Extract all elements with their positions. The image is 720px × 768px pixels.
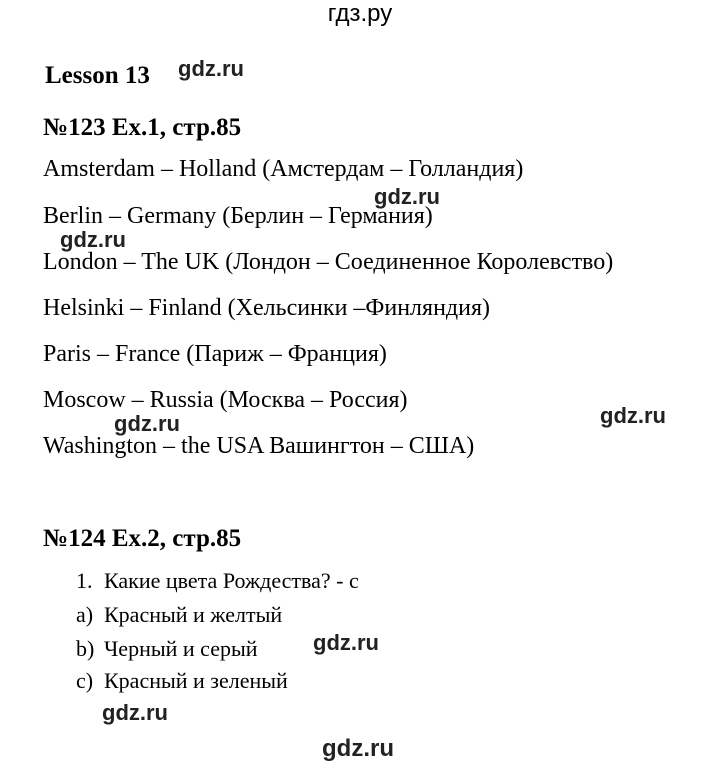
option-marker: c) — [76, 668, 94, 693]
exercise-1-line: Paris – France (Париж – Франция) — [43, 341, 387, 367]
question-number: 1. — [76, 568, 93, 593]
exercise-1-line: Amsterdam – Holland (Амстердам – Голландия) — [43, 156, 524, 182]
exercise-2-option — [76, 636, 258, 662]
watermark: gdz.ru — [114, 411, 180, 436]
watermark: gdz.ru — [322, 735, 394, 762]
watermark: gdz.ru — [313, 630, 379, 655]
exercise-1-line: Berlin – Germany (Берлин – Германия) — [43, 203, 433, 229]
watermark: gdz.ru — [374, 184, 440, 209]
lesson-title: Lesson 13 — [45, 62, 150, 89]
watermark: gdz.ru — [600, 403, 666, 428]
exercise-1-line: London – The UK (Лондон – Соединенное Королевство) — [43, 249, 614, 275]
exercise-1-heading: №123 Ex.1, стр.85 — [43, 114, 242, 141]
watermark: gdz.ru — [178, 56, 244, 81]
site-header: гдз.ру — [327, 0, 393, 27]
exercise-2-heading: №124 Ex.2, стр.85 — [43, 525, 242, 552]
option-text: Красный и желтый — [104, 602, 283, 627]
option-text: Черный и серый — [104, 636, 258, 661]
watermark: gdz.ru — [102, 700, 168, 725]
exercise-2-option — [76, 602, 282, 628]
question-text: Какие цвета Рождества? - с — [104, 568, 359, 593]
exercise-1-line: Helsinki – Finland (Хельсинки –Финляндия) — [43, 295, 490, 321]
exercise-2-option — [76, 668, 288, 694]
option-marker: b) — [76, 636, 95, 661]
option-text: Красный и зеленый — [104, 668, 288, 693]
watermark: gdz.ru — [60, 227, 126, 252]
exercise-1-line: Moscow – Russia (Москва – Россия) — [43, 387, 408, 413]
option-marker: a) — [76, 602, 94, 627]
exercise-1-line: Washington – the USA Вашингтон – США) — [43, 433, 475, 459]
exercise-2-question — [76, 568, 359, 594]
